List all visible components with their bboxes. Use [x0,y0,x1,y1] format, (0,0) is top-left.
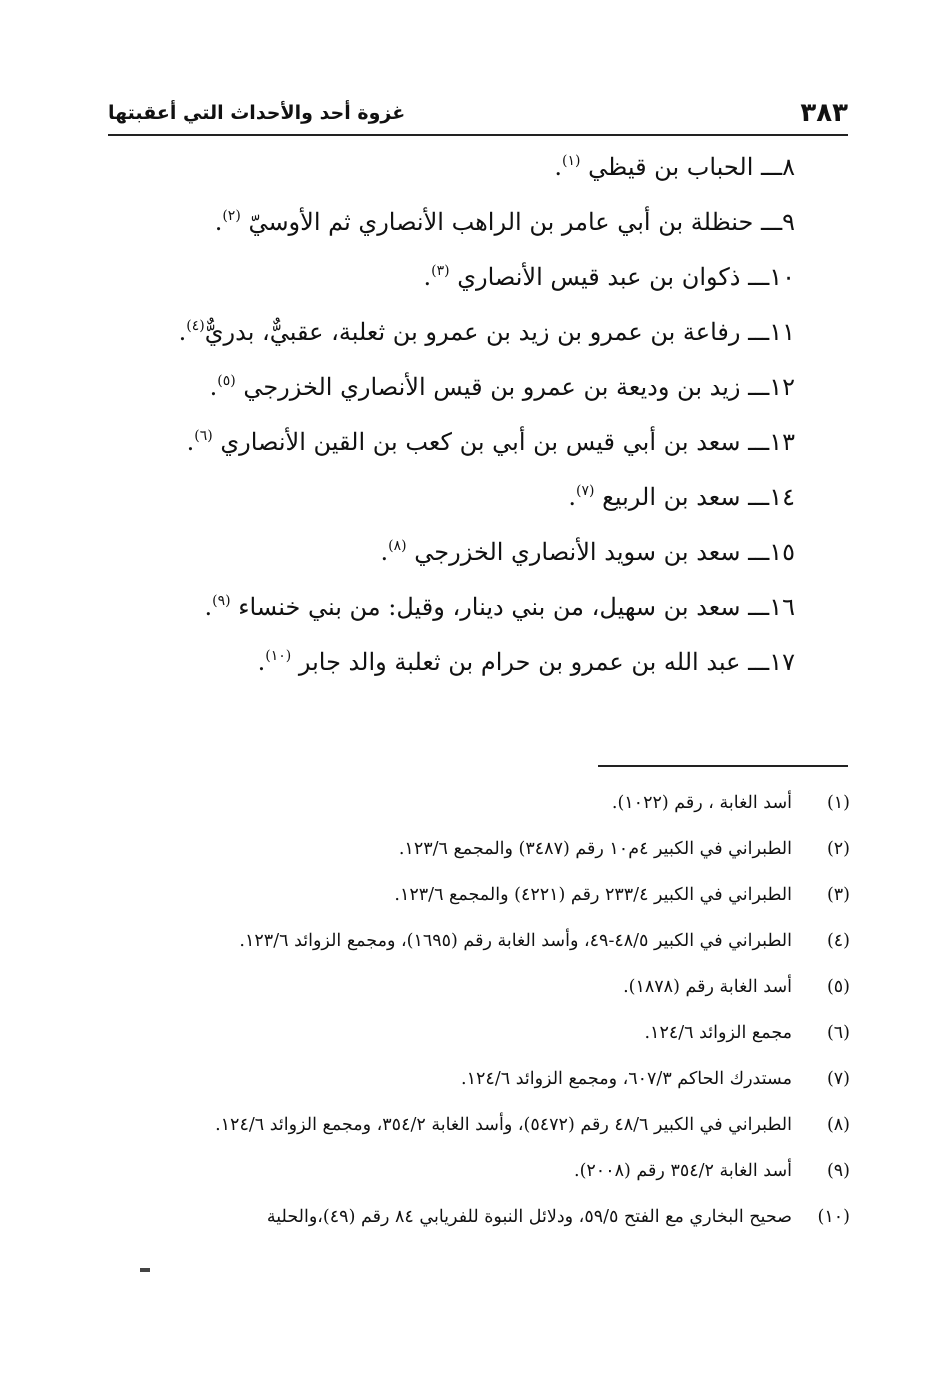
footnote-ref: (٩) [212,593,231,609]
footnote-number: (٧) [826,1069,850,1089]
footnote-ref: (١٠) [265,648,292,664]
entry-end: . [423,263,432,291]
footnote-ref: (٨) [388,538,407,554]
entry-end: . [214,208,223,236]
entry-text: ١٧ـــ عبد الله بن عمرو بن حرام بن ثعلبة والد جابر [298,648,795,676]
footnote-number: (٣) [826,885,850,905]
footnote-text: صحيح البخاري مع الفتح ٥٩/٥، ودلائل النبوة للفريابي ٨٤ رقم (٤٩)،والحلية [266,1207,792,1227]
entry-text: ١٣ـــ سعد بن أبي قيس بن أبي بن كعب بن القين الأنصاري [220,428,795,456]
footnote-number: (٦) [826,1023,850,1043]
footnote [130,964,850,1010]
footnote-number: (٥) [826,977,850,997]
footnote-text: الطبراني في الكبير ٢٣٣/٤ رقم (٤٢٢١) والمجمع ١٢٣/٦. [394,885,792,905]
list-item [120,415,795,470]
page-header [108,96,848,132]
entry-end: . [209,373,218,401]
entry-text: ١٦ـــ سعد بن سهيل، من بني دينار، وقيل: من بني خنساء [238,593,795,621]
header-rule [108,134,848,136]
martyrs-list [120,140,795,690]
entry-end: . [554,153,563,181]
list-item [120,140,795,195]
footnote-ref: (٧) [575,483,595,499]
entry-text: ١٥ـــ سعد بن سويد الأنصاري الخزرجي [414,538,795,566]
page-number: ٣٨٣ [800,98,848,128]
list-item [120,525,795,580]
list-item [120,635,795,690]
list-item [120,360,795,415]
entry-end: . [178,318,187,346]
entry-text: ١٢ـــ زيد بن وديعة بن عمرو بن قيس الأنصاري الخزرجي [243,373,795,401]
entry-text: ٩ـــ حنظلة بن أبي عامر بن الراهب الأنصاري ثم الأوسيّ [248,208,795,236]
footnote-text: مجمع الزوائد ١٢٤/٦. [644,1023,792,1043]
footnote [130,780,850,826]
footnote-ref: (٦) [194,428,213,444]
list-item [120,580,795,635]
continuation-mark [140,1268,150,1272]
footnote-ref: (٣) [431,263,450,279]
list-item [120,250,795,305]
list-item [120,305,795,360]
footnote-number: (٤) [826,931,850,951]
running-title: غزوة أحد والأحداث التي أعقبتها [108,102,406,124]
footnote-number: (١) [826,793,850,813]
footnote-ref: (١) [562,153,581,169]
footnote-number: (٨) [826,1115,850,1135]
entry-text: ١٠ـــ ذكوان بن عبد قيس الأنصاري [457,263,795,291]
footnote [130,1148,850,1194]
footnote-text: مستدرك الحاكم ٦٠٧/٣، ومجمع الزوائد ١٢٤/٦. [461,1069,792,1089]
entry-text: ١١ـــ رفاعة بن عمرو بن زيد بن عمرو بن ثعلبة، عقبيٌّ، بدريٌّ [204,318,795,346]
list-item [120,195,795,250]
entry-end: . [568,483,576,511]
footnotes-list [130,780,850,1240]
footnote-text: أسد الغابة ، رقم (١٠٢٢). [611,793,792,813]
footnote-text: الطبراني في الكبير ٤٨/٦ رقم (٥٤٧٢)، وأسد الغابة ٣٥٤/٢، ومجمع الزوائد ١٢٤/٦. [215,1115,792,1135]
entry-end: . [257,648,266,676]
footnote-number: (١٠) [817,1207,850,1227]
footnote-separator [598,765,848,767]
footnote-ref: (٢) [222,208,241,224]
footnote [130,1010,850,1056]
list-item [120,470,795,525]
entry-text: ٨ـــ الحباب بن قيظي [588,153,795,181]
entry-text: ١٤ـــ سعد بن الربيع [602,483,795,511]
footnote [130,1194,850,1240]
entry-end: . [380,538,389,566]
entry-end: . [186,428,195,456]
entry-end: . [204,593,213,621]
footnote-text: أسد الغابة ٣٥٤/٢ رقم (٢٠٠٨). [574,1161,792,1181]
footnote [130,1056,850,1102]
footnote-text: الطبراني في الكبير ٤م١٠ رقم (٣٤٨٧) والمجمع ١٢٣/٦. [398,839,792,859]
footnote [130,826,850,872]
footnote [130,918,850,964]
footnote [130,1102,850,1148]
footnote-ref: (٥) [217,373,236,389]
footnote-text: الطبراني في الكبير ٤٨/٥-٤٩، وأسد الغابة رقم (١٦٩٥)، ومجمع الزوائد ١٢٣/٦. [239,931,792,951]
footnote-text: أسد الغابة رقم (١٨٧٨). [623,977,792,997]
footnote-number: (٢) [826,839,850,859]
footnote-ref: (٤) [186,318,205,334]
footnote-number: (٩) [826,1161,850,1181]
footnote [130,872,850,918]
